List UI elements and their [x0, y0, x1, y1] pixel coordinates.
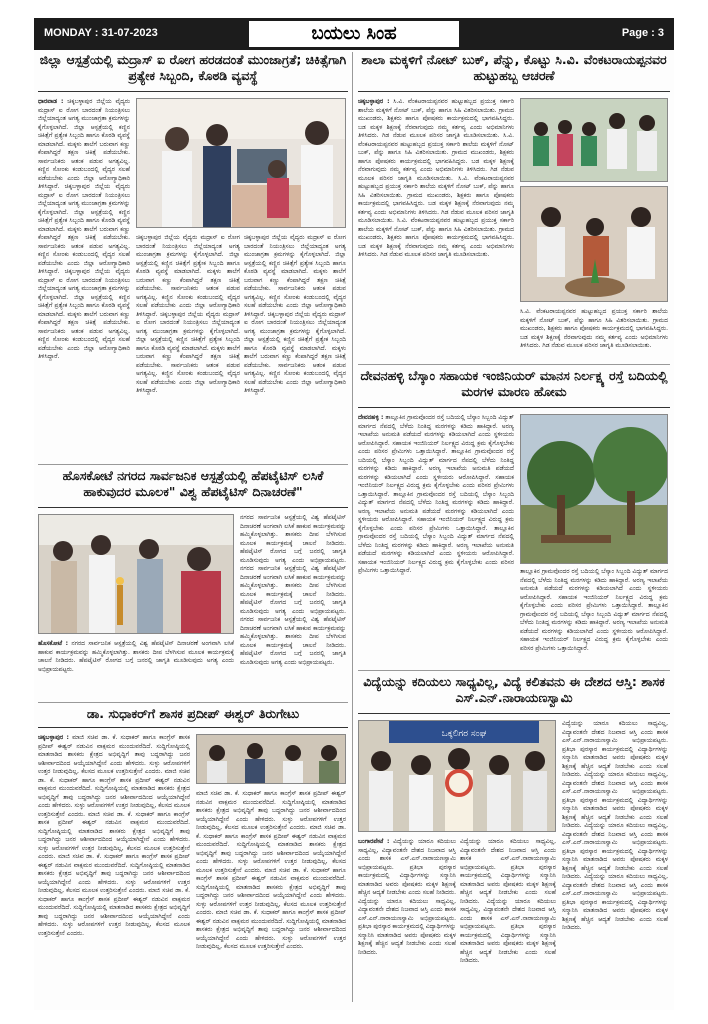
- article-body-2: [38, 640, 234, 696]
- article-text: ನಗರದ ಸಾರ್ವಜನಿಕ ಆಸ್ಪತ್ರೆಯಲ್ಲಿ ವಿಶ್ವ ಹೆಪಟೈಟಿಸ್ ದಿನಾಚರಣೆ ಅಂಗವಾಗಿ ಲಸಿಕೆ ಹಾಕುವ ಕಾರ್ಯಕ್ರಮವನ್ನು ಹಮ್ಮಿಕೊಳ್ಳಲಾಗಿತ್ತು. ಶಾಸಕರು ದೀಪ ಬೆಳಗಿಸುವ ಮೂಲಕ ಕಾರ್ಯಕ್ರಮಕ್ಕೆ ಚಾಲನೆ ನೀಡಿದರು. ಹೆಪಟೈಟಿಸ್ ರೋಗದ ಬಗ್ಗೆ ಜನರಲ್ಲಿ ಜಾಗೃತಿ ಮೂಡಿಸುವುದು ಅಗತ್ಯ ಎಂದು ಅಭಿಪ್ರಾಯಪಟ್ಟರು.: [240, 514, 346, 564]
- article-dateline: ದೇವನಹಳ್ಳಿ :: [358, 414, 384, 421]
- article-text-cont: ಮಾಜಿ ಸಚಿವ ಡಾ. ಕೆ. ಸುಧಾಕರ್ ಹಾಗೂ ಕಾಂಗ್ರೆಸ್ ಶಾಸಕ ಪ್ರದೀಪ್ ಈಶ್ವರ್ ನಡುವಿನ ವಾಕ್ಸಮರ ಮುಂದುವರೆದಿದೆ. ಸುದ್ದಿಗೋಷ್ಠಿಯಲ್ಲಿ ಮಾತನಾಡಿದ ಶಾಸಕರು ಕ್ಷೇತ್ರದ ಅಭಿವೃದ್ಧಿಗೆ ತಾವು ಬದ್ಧರಾಗಿದ್ದು ಜನರ ಆಶೀರ್ವಾದದಿಂದ ಆಯ್ಕೆಯಾಗಿದ್ದೇನೆ ಎಂದು ಹೇಳಿದರು. ಸುಳ್ಳು ಆರೋಪಗಳಿಗೆ ಉತ್ತರ ನೀಡುವುದಿಲ್ಲ, ಕೆಲಸದ ಮೂಲಕ ಉತ್ತರಿಸುತ್ತೇನೆ ಎಂದರು.: [196, 824, 346, 874]
- section-divider: [358, 364, 670, 365]
- article-text-cont: ಸಿ.ವಿ. ವೆಂಕಟರಾಯಪ್ಪನವರ ಹುಟ್ಟುಹಬ್ಬದ ಪ್ರಯುಕ್ತ ಸರ್ಕಾರಿ ಶಾಲೆಯ ಮಕ್ಕಳಿಗೆ ನೋಟ್ ಬುಕ್, ಪೆನ್ನು ಹಾಗೂ ಸಿಹಿ ವಿತರಿಸಲಾಯಿತು. ಗ್ರಾಮದ ಮುಖಂಡರು, ಶಿಕ್ಷಕರು ಹಾಗೂ ಪೋಷಕರು ಕಾರ್ಯಕ್ರಮದಲ್ಲಿ ಭಾಗವಹಿಸಿದ್ದರು. ಬಡ ಮಕ್ಕಳ ಶಿಕ್ಷಣಕ್ಕೆ ನೆರವಾಗುವುದು ನಮ್ಮ ಕರ್ತವ್ಯ ಎಂದು ಅಭಿಮಾನಿಗಳು ತಿಳಿಸಿದರು. ಗಿಡ ನೆಡುವ ಮೂಲಕ ಪರಿಸರ ಜಾಗೃತಿ ಮೂಡಿಸಲಾಯಿತು.: [358, 217, 514, 258]
- column-divider: [352, 52, 353, 1002]
- felicitation-image: [359, 721, 556, 832]
- newspaper-title: ಬಯಲು ಸಿಂಹ: [249, 21, 459, 47]
- article-madras-eye: [38, 52, 348, 462]
- article-text-cont: ಮಾಜಿ ಸಚಿವ ಡಾ. ಕೆ. ಸುಧಾಕರ್ ಹಾಗೂ ಕಾಂಗ್ರೆಸ್ ಶಾಸಕ ಪ್ರದೀಪ್ ಈಶ್ವರ್ ನಡುವಿನ ವಾಕ್ಸಮರ ಮುಂದುವರೆದಿದೆ. ಸುದ್ದಿಗೋಷ್ಠಿಯಲ್ಲಿ ಮಾತನಾಡಿದ ಶಾಸಕರು ಕ್ಷೇತ್ರದ ಅಭಿವೃದ್ಧಿಗೆ ತಾವು ಬದ್ಧರಾಗಿದ್ದು ಜನರ ಆಶೀರ್ವಾದದಿಂದ ಆಯ್ಕೆಯಾಗಿದ್ದೇನೆ ಎಂದು ಹೇಳಿದರು. ಸುಳ್ಳು ಆರೋಪಗಳಿಗೆ ಉತ್ತರ ನೀಡುವುದಿಲ್ಲ, ಕೆಲಸದ ಮೂಲಕ ಉತ್ತರಿಸುತ್ತೇನೆ ಎಂದರು.: [196, 909, 346, 950]
- article-venkataroyappa-birthday: [358, 52, 670, 362]
- press-meet-photo: [196, 734, 346, 784]
- article-headline: ಹೊಸಕೋಟೆ ನಗರದ ಸಾರ್ವಜನಿಕ ಆಸ್ಪತ್ರೆಯಲ್ಲಿ ಹೆಪಟೈಟಿಸ್ ಲಸಿಕೆ ಹಾಕುವುದರ ಮೂಲಕ" ವಿಶ್ವ ಹೆಪಟೈಟಿಸ್ ದಿನಾಚರಣೆ": [38, 468, 348, 508]
- article-text: ಮಾಜಿ ಸಚಿವ ಡಾ. ಕೆ. ಸುಧಾಕರ್ ಹಾಗೂ ಕಾಂಗ್ರೆಸ್ ಶಾಸಕ ಪ್ರದೀಪ್ ಈಶ್ವರ್ ನಡುವಿನ ವಾಕ್ಸಮರ ಮುಂದುವರೆದಿದೆ. ಸುದ್ದಿಗೋಷ್ಠಿಯಲ್ಲಿ ಮಾತನಾಡಿದ ಶಾಸಕರು ಕ್ಷೇತ್ರದ ಅಭಿವೃದ್ಧಿಗೆ ತಾವು ಬದ್ಧರಾಗಿದ್ದು ಜನರ ಆಶೀರ್ವಾದದಿಂದ ಆಯ್ಕೆಯಾಗಿದ್ದೇನೆ ಎಂದು ಹೇಳಿದರು. ಸುಳ್ಳು ಆರೋಪಗಳಿಗೆ ಉತ್ತರ ನೀಡುವುದಿಲ್ಲ, ಕೆಲಸದ ಮೂಲಕ ಉತ್ತರಿಸುತ್ತೇನೆ ಎಂದರು.: [196, 790, 346, 831]
- hepatitis-event-image: [39, 515, 234, 634]
- article-text-cont: ಸಿ.ವಿ. ವೆಂಕಟರಾಯಪ್ಪನವರ ಹುಟ್ಟುಹಬ್ಬದ ಪ್ರಯುಕ್ತ ಸರ್ಕಾರಿ ಶಾಲೆಯ ಮಕ್ಕಳಿಗೆ ನೋಟ್ ಬುಕ್, ಪೆನ್ನು ಹಾಗೂ ಸಿಹಿ ವಿತರಿಸಲಾಯಿತು. ಗ್ರಾಮದ ಮುಖಂಡರು, ಶಿಕ್ಷಕರು ಹಾಗೂ ಪೋಷಕರು ಕಾರ್ಯಕ್ರಮದಲ್ಲಿ ಭಾಗವಹಿಸಿದ್ದರು. ಬಡ ಮಕ್ಕಳ ಶಿಕ್ಷಣಕ್ಕೆ ನೆರವಾಗುವುದು ನಮ್ಮ ಕರ್ತವ್ಯ ಎಂದು ಅಭಿಮಾನಿಗಳು ತಿಳಿಸಿದರು. ಗಿಡ ನೆಡುವ ಮೂಲಕ ಪರಿಸರ ಜಾಗೃತಿ ಮೂಡಿಸಲಾಯಿತು.: [358, 174, 514, 224]
- article-text-cont: ತಾಲ್ಲೂಕಿನ ಗ್ರಾಮವೊಂದರ ರಸ್ತೆ ಬದಿಯಲ್ಲಿ ಬೆಸ್ಕಾಂ ಸಿಬ್ಬಂದಿ ವಿದ್ಯುತ್ ಮಾರ್ಗದ ನೆಪದಲ್ಲಿ ಬೆಳೆದು ನಿಂತಿದ್ದ ಮರಗಳನ್ನು ಕಡಿದು ಹಾಕಿದ್ದಾರೆ. ಅರಣ್ಯ ಇಲಾಖೆಯ ಅನುಮತಿ ಪಡೆಯದೆ ಮರಗಳನ್ನು ಕಡಿಯಲಾಗಿದೆ ಎಂದು ಸ್ಥಳೀಯರು ಆರೋಪಿಸಿದ್ದಾರೆ. ಸಹಾಯಕ ಇಂಜಿನಿಯರ್ ನಿರ್ಲಕ್ಷ್ಯದ ವಿರುದ್ಧ ಕ್ರಮ ಕೈಗೊಳ್ಳಬೇಕು ಎಂದು ಪರಿಸರ ಪ್ರೇಮಿಗಳು ಒತ್ತಾಯಿಸಿದ್ದಾರೆ.: [358, 524, 514, 574]
- hospital-photo: [136, 98, 346, 228]
- article-text: ವಿದ್ಯೆಯನ್ನು ಯಾರೂ ಕದಿಯಲು ಸಾಧ್ಯವಿಲ್ಲ, ವಿದ್ಯಾವಂತನೇ ದೇಶದ ನಿಜವಾದ ಆಸ್ತಿ ಎಂದು ಶಾಸಕ ಎಸ್.ಎನ್.ನಾರಾಯಣಸ್ವಾಮಿ ಅಭಿಪ್ರಾಯಪಟ್ಟರು. ಪ್ರತಿಭಾ ಪುರಸ್ಕಾರ ಕಾರ್ಯಕ್ರಮದಲ್ಲಿ ವಿದ್ಯಾರ್ಥಿಗಳನ್ನು ಸನ್ಮಾನಿಸಿ ಮಾತನಾಡಿದ ಅವರು ಪೋಷಕರು ಮಕ್ಕಳ ಶಿಕ್ಷಣಕ್ಕೆ ಹೆಚ್ಚಿನ ಆದ್ಯತೆ ನೀಡಬೇಕು ಎಂದು ಸಲಹೆ ನೀಡಿದರು.: [562, 720, 668, 778]
- banner-text: ಒಕ್ಕಲಿಗರ ಸಂಘ: [441, 729, 487, 739]
- article-text-cont: ವಿದ್ಯೆಯನ್ನು ಯಾರೂ ಕದಿಯಲು ಸಾಧ್ಯವಿಲ್ಲ, ವಿದ್ಯಾವಂತನೇ ದೇಶದ ನಿಜವಾದ ಆಸ್ತಿ ಎಂದು ಶಾಸಕ ಎಸ್.ಎನ್.ನಾರಾಯಣಸ್ವಾಮಿ ಅಭಿಪ್ರಾಯಪಟ್ಟರು. ಪ್ರತಿಭಾ ಪುರಸ್ಕಾರ ಕಾರ್ಯಕ್ರಮದಲ್ಲಿ ವಿದ್ಯಾರ್ಥಿಗಳನ್ನು ಸನ್ಮಾನಿಸಿ ಮಾತನಾಡಿದ ಅವರು ಪೋಷಕರು ಮಕ್ಕಳ ಶಿಕ್ಷಣಕ್ಕೆ ಹೆಚ್ಚಿನ ಆದ್ಯತೆ ನೀಡಬೇಕು ಎಂದು ಸಲಹೆ ನೀಡಿದರು.: [358, 897, 456, 956]
- cut-trees-image: [521, 415, 668, 564]
- article-body-3: [562, 720, 668, 998]
- article-body: [38, 98, 130, 458]
- article-text: ವಿದ್ಯೆಯನ್ನು ಯಾರೂ ಕದಿಯಲು ಸಾಧ್ಯವಿಲ್ಲ, ವಿದ್ಯಾವಂತನೇ ದೇಶದ ನಿಜವಾದ ಆಸ್ತಿ ಎಂದು ಶಾಸಕ ಎಸ್.ಎನ್.ನಾರಾಯಣಸ್ವಾಮಿ ಅಭಿಪ್ರಾಯಪಟ್ಟರು. ಪ್ರತಿಭಾ ಪುರಸ್ಕಾರ ಕಾರ್ಯಕ್ರಮದಲ್ಲಿ ವಿದ್ಯಾರ್ಥಿಗಳನ್ನು ಸನ್ಮಾನಿಸಿ ಮಾತನಾಡಿದ ಅವರು ಪೋಷಕರು ಮಕ್ಕಳ ಶಿಕ್ಷಣಕ್ಕೆ ಹೆಚ್ಚಿನ ಆದ್ಯತೆ ನೀಡಬೇಕು ಎಂದು ಸಲಹೆ ನೀಡಿದರು.: [460, 838, 556, 905]
- article-text-cont: ವಿದ್ಯೆಯನ್ನು ಯಾರೂ ಕದಿಯಲು ಸಾಧ್ಯವಿಲ್ಲ, ವಿದ್ಯಾವಂತನೇ ದೇಶದ ನಿಜವಾದ ಆಸ್ತಿ ಎಂದು ಶಾಸಕ ಎಸ್.ಎನ್.ನಾರಾಯಣಸ್ವಾಮಿ ಅಭಿಪ್ರಾಯಪಟ್ಟರು. ಪ್ರತಿಭಾ ಪುರಸ್ಕಾರ ಕಾರ್ಯಕ್ರಮದಲ್ಲಿ ವಿದ್ಯಾರ್ಥಿಗಳನ್ನು ಸನ್ಮಾನಿಸಿ ಮಾತನಾಡಿದ ಅವರು ಪೋಷಕರು ಮಕ್ಕಳ ಶಿಕ್ಷಣಕ್ಕೆ ಹೆಚ್ಚಿನ ಆದ್ಯತೆ ನೀಡಬೇಕು ಎಂದು ಸಲಹೆ ನೀಡಿದರು.: [562, 873, 668, 931]
- article-text-cont: ಚಿಕ್ಕಬಳ್ಳಾಪುರ ಜಿಲ್ಲೆಯ ವೈದ್ಯರು ಮದ್ರಾಸ್ ಐ ರೋಗ ಬಾರದಂತೆ ನಿಯಂತ್ರಿಸಲು ಜಿಲ್ಲೆಯಾದ್ಯಂತ ಅಗತ್ಯ ಮುಂಜಾಗ್ರತಾ ಕ್ರಮಗಳನ್ನು ಕೈಗೊಳ್ಳಲಾಗಿದೆ. ಜಿಲ್ಲಾ ಆಸ್ಪತ್ರೆಯಲ್ಲಿ ಕಣ್ಣಿನ ಚಿಕಿತ್ಸೆಗೆ ಪ್ರತ್ಯೇಕ ಸಿಬ್ಬಂದಿ ಹಾಗೂ ಕೊಠಡಿ ವ್ಯವಸ್ಥೆ ಮಾಡಲಾಗಿದೆ. ಮಕ್ಕಳು ಶಾಲೆಗೆ ಬರುವಾಗ ಕಣ್ಣು ಕೆಂಪಾಗಿದ್ದರೆ ತಕ್ಷಣ ಚಿಕಿತ್ಸೆ ಪಡೆಯಬೇಕು. ಸಾರ್ವಜನಿಕರು ಆತಂಕ ಪಡುವ ಅಗತ್ಯವಿಲ್ಲ. ಕಣ್ಣಿನ ಸೋಂಕು ಕಂಡುಬಂದಲ್ಲಿ ವೈದ್ಯರ ಸಲಹೆ ಪಡೆಯಬೇಕು ಎಂದು ಜಿಲ್ಲಾ ಆರೋಗ್ಯಾಧಿಕಾರಿ ತಿಳಿಸಿದ್ದಾರೆ.: [136, 310, 240, 394]
- section-divider: [38, 702, 348, 703]
- article-text: ನಗರದ ಸಾರ್ವಜನಿಕ ಆಸ್ಪತ್ರೆಯಲ್ಲಿ ವಿಶ್ವ ಹೆಪಟೈಟಿಸ್ ದಿನಾಚರಣೆ ಅಂಗವಾಗಿ ಲಸಿಕೆ ಹಾಕುವ ಕಾರ್ಯಕ್ರಮವನ್ನು ಹಮ್ಮಿಕೊಳ್ಳಲಾಗಿತ್ತು. ಶಾಸಕರು ದೀಪ ಬೆಳಗಿಸುವ ಮೂಲಕ ಕಾರ್ಯಕ್ರಮಕ್ಕೆ ಚಾಲನೆ ನೀಡಿದರು. ಹೆಪಟೈಟಿಸ್ ರೋಗದ ಬಗ್ಗೆ ಜನರಲ್ಲಿ ಜಾಗೃತಿ ಮೂಡಿಸುವುದು ಅಗತ್ಯ ಎಂದು ಅಭಿಪ್ರಾಯಪಟ್ಟರು.: [38, 640, 234, 673]
- article-text-cont: ಮಾಜಿ ಸಚಿವ ಡಾ. ಕೆ. ಸುಧಾಕರ್ ಹಾಗೂ ಕಾಂಗ್ರೆಸ್ ಶಾಸಕ ಪ್ರದೀಪ್ ಈಶ್ವರ್ ನಡುವಿನ ವಾಕ್ಸಮರ ಮುಂದುವರೆದಿದೆ. ಸುದ್ದಿಗೋಷ್ಠಿಯಲ್ಲಿ ಮಾತನಾಡಿದ ಶಾಸಕರು ಕ್ಷೇತ್ರದ ಅಭಿವೃದ್ಧಿಗೆ ತಾವು ಬದ್ಧರಾಗಿದ್ದು ಜನರ ಆಶೀರ್ವಾದದಿಂದ ಆಯ್ಕೆಯಾಗಿದ್ದೇನೆ ಎಂದು ಹೇಳಿದರು. ಸುಳ್ಳು ಆರೋಪಗಳಿಗೆ ಉತ್ತರ ನೀಡುವುದಿಲ್ಲ, ಕೆಲಸದ ಮೂಲಕ ಉತ್ತರಿಸುತ್ತೇನೆ ಎಂದರು.: [38, 810, 190, 860]
- tree-planting-photo: [520, 186, 668, 302]
- article-text-cont: ತಾಲ್ಲೂಕಿನ ಗ್ರಾಮವೊಂದರ ರಸ್ತೆ ಬದಿಯಲ್ಲಿ ಬೆಸ್ಕಾಂ ಸಿಬ್ಬಂದಿ ವಿದ್ಯುತ್ ಮಾರ್ಗದ ನೆಪದಲ್ಲಿ ಬೆಳೆದು ನಿಂತಿದ್ದ ಮರಗಳನ್ನು ಕಡಿದು ಹಾಕಿದ್ದಾರೆ. ಅರಣ್ಯ ಇಲಾಖೆಯ ಅನುಮತಿ ಪಡೆಯದೆ ಮರಗಳನ್ನು ಕಡಿಯಲಾಗಿದೆ ಎಂದು ಸ್ಥಳೀಯರು ಆರೋಪಿಸಿದ್ದಾರೆ. ಸಹಾಯಕ ಇಂಜಿನಿಯರ್ ನಿರ್ಲಕ್ಷ್ಯದ ವಿರುದ್ಧ ಕ್ರಮ ಕೈಗೊಳ್ಳಬೇಕು ಎಂದು ಪರಿಸರ ಪ್ರೇಮಿಗಳು ಒತ್ತಾಯಿಸಿದ್ದಾರೆ.: [358, 490, 514, 532]
- section-divider: [38, 464, 348, 465]
- article-text: ಚಿಕ್ಕಬಳ್ಳಾಪುರ ಜಿಲ್ಲೆಯ ವೈದ್ಯರು ಮದ್ರಾಸ್ ಐ ರೋಗ ಬಾರದಂತೆ ನಿಯಂತ್ರಿಸಲು ಜಿಲ್ಲೆಯಾದ್ಯಂತ ಅಗತ್ಯ ಮುಂಜಾಗ್ರತಾ ಕ್ರಮಗಳನ್ನು ಕೈಗೊಳ್ಳಲಾಗಿದೆ. ಜಿಲ್ಲಾ ಆಸ್ಪತ್ರೆಯಲ್ಲಿ ಕಣ್ಣಿನ ಚಿಕಿತ್ಸೆಗೆ ಪ್ರತ್ಯೇಕ ಸಿಬ್ಬಂದಿ ಹಾಗೂ ಕೊಠಡಿ ವ್ಯವಸ್ಥೆ ಮಾಡಲಾಗಿದೆ. ಮಕ್ಕಳು ಶಾಲೆಗೆ ಬರುವಾಗ ಕಣ್ಣು ಕೆಂಪಾಗಿದ್ದರೆ ತಕ್ಷಣ ಚಿಕಿತ್ಸೆ ಪಡೆಯಬೇಕು. ಸಾರ್ವಜನಿಕರು ಆತಂಕ ಪಡುವ ಅಗತ್ಯವಿಲ್ಲ. ಕಣ್ಣಿನ ಸೋಂಕು ಕಂಡುಬಂದಲ್ಲಿ ವೈದ್ಯರ ಸಲಹೆ ಪಡೆಯಬೇಕು ಎಂದು ಜಿಲ್ಲಾ ಆರೋಗ್ಯಾಧಿಕಾರಿ ತಿಳಿಸಿದ್ದಾರೆ.: [38, 98, 130, 190]
- article-body: [38, 734, 190, 1004]
- left-column: [38, 52, 348, 1002]
- hospital-photo-image: [137, 99, 346, 228]
- article-text-cont: ಮಾಜಿ ಸಚಿವ ಡಾ. ಕೆ. ಸುಧಾಕರ್ ಹಾಗೂ ಕಾಂಗ್ರೆಸ್ ಶಾಸಕ ಪ್ರದೀಪ್ ಈಶ್ವರ್ ನಡುವಿನ ವಾಕ್ಸಮರ ಮುಂದುವರೆದಿದೆ. ಸುದ್ದಿಗೋಷ್ಠಿಯಲ್ಲಿ ಮಾತನಾಡಿದ ಶಾಸಕರು ಕ್ಷೇತ್ರದ ಅಭಿವೃದ್ಧಿಗೆ ತಾವು ಬದ್ಧರಾಗಿದ್ದು ಜನರ ಆಶೀರ್ವಾದದಿಂದ ಆಯ್ಕೆಯಾಗಿದ್ದೇನೆ ಎಂದು ಹೇಳಿದರು. ಸುಳ್ಳು ಆರೋಪಗಳಿಗೆ ಉತ್ತರ ನೀಡುವುದಿಲ್ಲ, ಕೆಲಸದ ಮೂಲಕ ಉತ್ತರಿಸುತ್ತೇನೆ ಎಂದರು.: [196, 866, 346, 916]
- article-headline: ದೇವನಹಳ್ಳಿ ಬೆಸ್ಕಾಂ ಸಹಾಯಕ ಇಂಜಿನಿಯರ್ ಮಾನಸ ನಿರ್ಲಕ್ಷ್ಯ ರಸ್ತೆ ಬದಿಯಲ್ಲಿ ಮರಗಳ ಮಾರಣ ಹೋಮ: [358, 368, 670, 408]
- article-body-2: [460, 838, 556, 998]
- article-text: ತಾಲ್ಲೂಕಿನ ಗ್ರಾಮವೊಂದರ ರಸ್ತೆ ಬದಿಯಲ್ಲಿ ಬೆಸ್ಕಾಂ ಸಿಬ್ಬಂದಿ ವಿದ್ಯುತ್ ಮಾರ್ಗದ ನೆಪದಲ್ಲಿ ಬೆಳೆದು ನಿಂತಿದ್ದ ಮರಗಳನ್ನು ಕಡಿದು ಹಾಕಿದ್ದಾರೆ. ಅರಣ್ಯ ಇಲಾಖೆಯ ಅನುಮತಿ ಪಡೆಯದೆ ಮರಗಳನ್ನು ಕಡಿಯಲಾಗಿದೆ ಎಂದು ಸ್ಥಳೀಯರು ಆರೋಪಿಸಿದ್ದಾರೆ. ಸಹಾಯಕ ಇಂಜಿನಿಯರ್ ನಿರ್ಲಕ್ಷ್ಯದ ವಿರುದ್ಧ ಕ್ರಮ ಕೈಗೊಳ್ಳಬೇಕು ಎಂದು ಪರಿಸರ ಪ್ರೇಮಿಗಳು ಒತ್ತಾಯಿಸಿದ್ದಾರೆ.: [520, 568, 668, 609]
- issue-date: MONDAY : 31-07-2023: [44, 27, 158, 39]
- article-text: ತಾಲ್ಲೂಕಿನ ಗ್ರಾಮವೊಂದರ ರಸ್ತೆ ಬದಿಯಲ್ಲಿ ಬೆಸ್ಕಾಂ ಸಿಬ್ಬಂದಿ ವಿದ್ಯುತ್ ಮಾರ್ಗದ ನೆಪದಲ್ಲಿ ಬೆಳೆದು ನಿಂತಿದ್ದ ಮರಗಳನ್ನು ಕಡಿದು ಹಾಕಿದ್ದಾರೆ. ಅರಣ್ಯ ಇಲಾಖೆಯ ಅನುಮತಿ ಪಡೆಯದೆ ಮರಗಳನ್ನು ಕಡಿಯಲಾಗಿದೆ ಎಂದು ಸ್ಥಳೀಯರು ಆರೋಪಿಸಿದ್ದಾರೆ. ಸಹಾಯಕ ಇಂಜಿನಿಯರ್ ನಿರ್ಲಕ್ಷ್ಯದ ವಿರುದ್ಧ ಕ್ರಮ ಕೈಗೊಳ್ಳಬೇಕು ಎಂದು ಪರಿಸರ ಪ್ರೇಮಿಗಳು ಒತ್ತಾಯಿಸಿದ್ದಾರೆ.: [358, 414, 514, 455]
- article-text-cont: ವಿದ್ಯೆಯನ್ನು ಯಾರೂ ಕದಿಯಲು ಸಾಧ್ಯವಿಲ್ಲ, ವಿದ್ಯಾವಂತನೇ ದೇಶದ ನಿಜವಾದ ಆಸ್ತಿ ಎಂದು ಶಾಸಕ ಎಸ್.ಎನ್.ನಾರಾಯಣಸ್ವಾಮಿ ಅಭಿಪ್ರಾಯಪಟ್ಟರು. ಪ್ರತಿಭಾ ಪುರಸ್ಕಾರ ಕಾರ್ಯಕ್ರಮದಲ್ಲಿ ವಿದ್ಯಾರ್ಥಿಗಳನ್ನು ಸನ್ಮಾನಿಸಿ ಮಾತನಾಡಿದ ಅವರು ಪೋಷಕರು ಮಕ್ಕಳ ಶಿಕ್ಷಣಕ್ಕೆ ಹೆಚ್ಚಿನ ಆದ್ಯತೆ ನೀಡಬೇಕು ಎಂದು ಸಲಹೆ ನೀಡಿದರು.: [562, 822, 668, 880]
- article-body: [358, 414, 514, 664]
- article-body: [358, 98, 514, 358]
- article-sudhakar-reply: [38, 706, 348, 1006]
- school-children-image: [521, 99, 668, 182]
- article-dateline: ಧಾರವಾಡ :: [38, 98, 64, 105]
- article-body-2: [520, 308, 668, 358]
- article-text-cont: ಚಿಕ್ಕಬಳ್ಳಾಪುರ ಜಿಲ್ಲೆಯ ವೈದ್ಯರು ಮದ್ರಾಸ್ ಐ ರೋಗ ಬಾರದಂತೆ ನಿಯಂತ್ರಿಸಲು ಜಿಲ್ಲೆಯಾದ್ಯಂತ ಅಗತ್ಯ ಮುಂಜಾಗ್ರತಾ ಕ್ರಮಗಳನ್ನು ಕೈಗೊಳ್ಳಲಾಗಿದೆ. ಜಿಲ್ಲಾ ಆಸ್ಪತ್ರೆಯಲ್ಲಿ ಕಣ್ಣಿನ ಚಿಕಿತ್ಸೆಗೆ ಪ್ರತ್ಯೇಕ ಸಿಬ್ಬಂದಿ ಹಾಗೂ ಕೊಠಡಿ ವ್ಯವಸ್ಥೆ ಮಾಡಲಾಗಿದೆ. ಮಕ್ಕಳು ಶಾಲೆಗೆ ಬರುವಾಗ ಕಣ್ಣು ಕೆಂಪಾಗಿದ್ದರೆ ತಕ್ಷಣ ಚಿಕಿತ್ಸೆ ಪಡೆಯಬೇಕು. ಸಾರ್ವಜನಿಕರು ಆತಂಕ ಪಡುವ ಅಗತ್ಯವಿಲ್ಲ. ಕಣ್ಣಿನ ಸೋಂಕು ಕಂಡುಬಂದಲ್ಲಿ ವೈದ್ಯರ ಸಲಹೆ ಪಡೆಯಬೇಕು ಎಂದು ಜಿಲ್ಲಾ ಆರೋಗ್ಯಾಧಿಕಾರಿ ತಿಳಿಸಿದ್ದಾರೆ.: [38, 183, 130, 275]
- hepatitis-event-photo: [38, 514, 234, 634]
- article-text-cont: ಚಿಕ್ಕಬಳ್ಳಾಪುರ ಜಿಲ್ಲೆಯ ವೈದ್ಯರು ಮದ್ರಾಸ್ ಐ ರೋಗ ಬಾರದಂತೆ ನಿಯಂತ್ರಿಸಲು ಜಿಲ್ಲೆಯಾದ್ಯಂತ ಅಗತ್ಯ ಮುಂಜಾಗ್ರತಾ ಕ್ರಮಗಳನ್ನು ಕೈಗೊಳ್ಳಲಾಗಿದೆ. ಜಿಲ್ಲಾ ಆಸ್ಪತ್ರೆಯಲ್ಲಿ ಕಣ್ಣಿನ ಚಿಕಿತ್ಸೆಗೆ ಪ್ರತ್ಯೇಕ ಸಿಬ್ಬಂದಿ ಹಾಗೂ ಕೊಠಡಿ ವ್ಯವಸ್ಥೆ ಮಾಡಲಾಗಿದೆ. ಮಕ್ಕಳು ಶಾಲೆಗೆ ಬರುವಾಗ ಕಣ್ಣು ಕೆಂಪಾಗಿದ್ದರೆ ತಕ್ಷಣ ಚಿಕಿತ್ಸೆ ಪಡೆಯಬೇಕು. ಸಾರ್ವಜನಿಕರು ಆತಂಕ ಪಡುವ ಅಗತ್ಯವಿಲ್ಲ. ಕಣ್ಣಿನ ಸೋಂಕು ಕಂಡುಬಂದಲ್ಲಿ ವೈದ್ಯರ ಸಲಹೆ ಪಡೆಯಬೇಕು ಎಂದು ಜಿಲ್ಲಾ ಆರೋಗ್ಯಾಧಿಕಾರಿ ತಿಳಿಸಿದ್ದಾರೆ.: [244, 310, 346, 394]
- article-text-cont: ನಗರದ ಸಾರ್ವಜನಿಕ ಆಸ್ಪತ್ರೆಯಲ್ಲಿ ವಿಶ್ವ ಹೆಪಟೈಟಿಸ್ ದಿನಾಚರಣೆ ಅಂಗವಾಗಿ ಲಸಿಕೆ ಹಾಕುವ ಕಾರ್ಯಕ್ರಮವನ್ನು ಹಮ್ಮಿಕೊಳ್ಳಲಾಗಿತ್ತು. ಶಾಸಕರು ದೀಪ ಬೆಳಗಿಸುವ ಮೂಲಕ ಕಾರ್ಯಕ್ರಮಕ್ಕೆ ಚಾಲನೆ ನೀಡಿದರು. ಹೆಪಟೈಟಿಸ್ ರೋಗದ ಬಗ್ಗೆ ಜನರಲ್ಲಿ ಜಾಗೃತಿ ಮೂಡಿಸುವುದು ಅಗತ್ಯ ಎಂದು ಅಭಿಪ್ರಾಯಪಟ್ಟರು.: [240, 616, 346, 666]
- article-text: ಸಿ.ವಿ. ವೆಂಕಟರಾಯಪ್ಪನವರ ಹುಟ್ಟುಹಬ್ಬದ ಪ್ರಯುಕ್ತ ಸರ್ಕಾರಿ ಶಾಲೆಯ ಮಕ್ಕಳಿಗೆ ನೋಟ್ ಬುಕ್, ಪೆನ್ನು ಹಾಗೂ ಸಿಹಿ ವಿತರಿಸಲಾಯಿತು. ಗ್ರಾಮದ ಮುಖಂಡರು, ಶಿಕ್ಷಕರು ಹಾಗೂ ಪೋಷಕರು ಕಾರ್ಯಕ್ರಮದಲ್ಲಿ ಭಾಗವಹಿಸಿದ್ದರು. ಬಡ ಮಕ್ಕಳ ಶಿಕ್ಷಣಕ್ಕೆ ನೆರವಾಗುವುದು ನಮ್ಮ ಕರ್ತವ್ಯ ಎಂದು ಅಭಿಮಾನಿಗಳು ತಿಳಿಸಿದರು. ಗಿಡ ನೆಡುವ ಮೂಲಕ ಪರಿಸರ ಜಾಗೃತಿ ಮೂಡಿಸಲಾಯಿತು.: [520, 308, 668, 349]
- article-text: ಸಿ.ವಿ. ವೆಂಕಟರಾಯಪ್ಪನವರ ಹುಟ್ಟುಹಬ್ಬದ ಪ್ರಯುಕ್ತ ಸರ್ಕಾರಿ ಶಾಲೆಯ ಮಕ್ಕಳಿಗೆ ನೋಟ್ ಬುಕ್, ಪೆನ್ನು ಹಾಗೂ ಸಿಹಿ ವಿತರಿಸಲಾಯಿತು. ಗ್ರಾಮದ ಮುಖಂಡರು, ಶಿಕ್ಷಕರು ಹಾಗೂ ಪೋಷಕರು ಕಾರ್ಯಕ್ರಮದಲ್ಲಿ ಭಾಗವಹಿಸಿದ್ದರು. ಬಡ ಮಕ್ಕಳ ಶಿಕ್ಷಣಕ್ಕೆ ನೆರವಾಗುವುದು ನಮ್ಮ ಕರ್ತವ್ಯ ಎಂದು ಅಭಿಮಾನಿಗಳು ತಿಳಿಸಿದರು. ಗಿಡ ನೆಡುವ ಮೂಲಕ ಪರಿಸರ ಜಾಗೃತಿ ಮೂಡಿಸಲಾಯಿತು.: [358, 98, 514, 139]
- tree-planting-image: [521, 187, 668, 302]
- article-headline: ಜಿಲ್ಲಾ ಆಸ್ಪತ್ರೆಯಲ್ಲಿ ಮದ್ರಾಸ್ ಐ ರೋಗ ಹರಡದಂತೆ ಮುಂಜಾಗ್ರತೆ; ಚಿಕಿತ್ಸೆಗಾಗಿ ಪ್ರತ್ಯೇಕ ಸಿಬ್ಬಂದಿ, ಕೊಠಡಿ ವ್ಯವಸ್ಥೆ: [38, 52, 348, 92]
- section-divider: [358, 670, 670, 671]
- article-text-cont: ವಿದ್ಯೆಯನ್ನು ಯಾರೂ ಕದಿಯಲು ಸಾಧ್ಯವಿಲ್ಲ, ವಿದ್ಯಾವಂತನೇ ದೇಶದ ನಿಜವಾದ ಆಸ್ತಿ ಎಂದು ಶಾಸಕ ಎಸ್.ಎನ್.ನಾರಾಯಣಸ್ವಾಮಿ ಅಭಿಪ್ರಾಯಪಟ್ಟರು. ಪ್ರತಿಭಾ ಪುರಸ್ಕಾರ ಕಾರ್ಯಕ್ರಮದಲ್ಲಿ ವಿದ್ಯಾರ್ಥಿಗಳನ್ನು ಸನ್ಮಾನಿಸಿ ಮಾತನಾಡಿದ ಅವರು ಪೋಷಕರು ಮಕ್ಕಳ ಶಿಕ್ಷಣಕ್ಕೆ ಹೆಚ್ಚಿನ ಆದ್ಯತೆ ನೀಡಬೇಕು ಎಂದು ಸಲಹೆ ನೀಡಿದರು.: [562, 771, 668, 829]
- article-text-cont: ಸಿ.ವಿ. ವೆಂಕಟರಾಯಪ್ಪನವರ ಹುಟ್ಟುಹಬ್ಬದ ಪ್ರಯುಕ್ತ ಸರ್ಕಾರಿ ಶಾಲೆಯ ಮಕ್ಕಳಿಗೆ ನೋಟ್ ಬುಕ್, ಪೆನ್ನು ಹಾಗೂ ಸಿಹಿ ವಿತರಿಸಲಾಯಿತು. ಗ್ರಾಮದ ಮುಖಂಡರು, ಶಿಕ್ಷಕರು ಹಾಗೂ ಪೋಷಕರು ಕಾರ್ಯಕ್ರಮದಲ್ಲಿ ಭಾಗವಹಿಸಿದ್ದರು. ಬಡ ಮಕ್ಕಳ ಶಿಕ್ಷಣಕ್ಕೆ ನೆರವಾಗುವುದು ನಮ್ಮ ಕರ್ತವ್ಯ ಎಂದು ಅಭಿಮಾನಿಗಳು ತಿಳಿಸಿದರು. ಗಿಡ ನೆಡುವ ಮೂಲಕ ಪರಿಸರ ಜಾಗೃತಿ ಮೂಡಿಸಲಾಯಿತು.: [358, 132, 514, 182]
- article-text-cont: ಮಾಜಿ ಸಚಿವ ಡಾ. ಕೆ. ಸುಧಾಕರ್ ಹಾಗೂ ಕಾಂಗ್ರೆಸ್ ಶಾಸಕ ಪ್ರದೀಪ್ ಈಶ್ವರ್ ನಡುವಿನ ವಾಕ್ಸಮರ ಮುಂದುವರೆದಿದೆ. ಸುದ್ದಿಗೋಷ್ಠಿಯಲ್ಲಿ ಮಾತನಾಡಿದ ಶಾಸಕರು ಕ್ಷೇತ್ರದ ಅಭಿವೃದ್ಧಿಗೆ ತಾವು ಬದ್ಧರಾಗಿದ್ದು ಜನರ ಆಶೀರ್ವಾದದಿಂದ ಆಯ್ಕೆಯಾಗಿದ್ದೇನೆ ಎಂದು ಹೇಳಿದರು. ಸುಳ್ಳು ಆರೋಪಗಳಿಗೆ ಉತ್ತರ ನೀಡುವುದಿಲ್ಲ, ಕೆಲಸದ ಮೂಲಕ ಉತ್ತರಿಸುತ್ತೇನೆ ಎಂದರು.: [38, 853, 190, 894]
- article-text-cont: ವಿದ್ಯೆಯನ್ನು ಯಾರೂ ಕದಿಯಲು ಸಾಧ್ಯವಿಲ್ಲ, ವಿದ್ಯಾವಂತನೇ ದೇಶದ ನಿಜವಾದ ಆಸ್ತಿ ಎಂದು ಶಾಸಕ ಎಸ್.ಎನ್.ನಾರಾಯಣಸ್ವಾಮಿ ಅಭಿಪ್ರಾಯಪಟ್ಟರು. ಪ್ರತಿಭಾ ಪುರಸ್ಕಾರ ಕಾರ್ಯಕ್ರಮದಲ್ಲಿ ವಿದ್ಯಾರ್ಥಿಗಳನ್ನು ಸನ್ಮಾನಿಸಿ ಮಾತನಾಡಿದ ಅವರು ಪೋಷಕರು ಮಕ್ಕಳ ಶಿಕ್ಷಣಕ್ಕೆ ಹೆಚ್ಚಿನ ಆದ್ಯತೆ ನೀಡಬೇಕು ಎಂದು ಸಲಹೆ ನೀಡಿದರು.: [460, 897, 556, 964]
- article-bescom-trees: [358, 368, 670, 668]
- article-dateline: ಬಂಗಾರಪೇಟೆ :: [358, 838, 390, 845]
- article-text: ವಿದ್ಯೆಯನ್ನು ಯಾರೂ ಕದಿಯಲು ಸಾಧ್ಯವಿಲ್ಲ, ವಿದ್ಯಾವಂತನೇ ದೇಶದ ನಿಜವಾದ ಆಸ್ತಿ ಎಂದು ಶಾಸಕ ಎಸ್.ಎನ್.ನಾರಾಯಣಸ್ವಾಮಿ ಅಭಿಪ್ರಾಯಪಟ್ಟರು. ಪ್ರತಿಭಾ ಪುರಸ್ಕಾರ ಕಾರ್ಯಕ್ರಮದಲ್ಲಿ ವಿದ್ಯಾರ್ಥಿಗಳನ್ನು ಸನ್ಮಾನಿಸಿ ಮಾತನಾಡಿದ ಅವರು ಪೋಷಕರು ಮಕ್ಕಳ ಶಿಕ್ಷಣಕ್ಕೆ ಹೆಚ್ಚಿನ ಆದ್ಯತೆ ನೀಡಬೇಕು ಎಂದು ಸಲಹೆ ನೀಡಿದರು.: [358, 838, 456, 896]
- article-hepatitis-day: [38, 468, 348, 700]
- article-dateline: ಚಿಕ್ಕಬಳ್ಳಾಪುರ :: [358, 98, 390, 105]
- article-education-mla: [358, 674, 670, 1004]
- school-children-photo: [520, 98, 668, 182]
- article-body-2: [520, 568, 668, 664]
- article-text-cont: ಮಾಜಿ ಸಚಿವ ಡಾ. ಕೆ. ಸುಧಾಕರ್ ಹಾಗೂ ಕಾಂಗ್ರೆಸ್ ಶಾಸಕ ಪ್ರದೀಪ್ ಈಶ್ವರ್ ನಡುವಿನ ವಾಕ್ಸಮರ ಮುಂದುವರೆದಿದೆ. ಸುದ್ದಿಗೋಷ್ಠಿಯಲ್ಲಿ ಮಾತನಾಡಿದ ಶಾಸಕರು ಕ್ಷೇತ್ರದ ಅಭಿವೃದ್ಧಿಗೆ ತಾವು ಬದ್ಧರಾಗಿದ್ದು ಜನರ ಆಶೀರ್ವಾದದಿಂದ ಆಯ್ಕೆಯಾಗಿದ್ದೇನೆ ಎಂದು ಹೇಳಿದರು. ಸುಳ್ಳು ಆರೋಪಗಳಿಗೆ ಉತ್ತರ ನೀಡುವುದಿಲ್ಲ, ಕೆಲಸದ ಮೂಲಕ ಉತ್ತರಿಸುತ್ತೇನೆ ಎಂದರು.: [38, 887, 190, 937]
- right-column: [358, 52, 670, 1002]
- article-dateline: ಚಿಕ್ಕಬಳ್ಳಾಪುರ :: [38, 734, 69, 741]
- masthead: [34, 18, 674, 50]
- article-headline: ಶಾಲಾ ಮಕ್ಕಳಿಗೆ ನೋಟ್ ಬುಕ್, ಪೆನ್ನು, ಕೊಟ್ಟು ಸಿ.ವಿ. ವೆಂಕಟರಾಯಪ್ಪನವರ ಹುಟ್ಟುಹಬ್ಬ ಆಚರಣೆ: [358, 52, 670, 92]
- article-body-2: [196, 790, 346, 1004]
- press-meet-image: [197, 735, 346, 784]
- article-text-cont: ಮಾಜಿ ಸಚಿವ ಡಾ. ಕೆ. ಸುಧಾಕರ್ ಹಾಗೂ ಕಾಂಗ್ರೆಸ್ ಶಾಸಕ ಪ್ರದೀಪ್ ಈಶ್ವರ್ ನಡುವಿನ ವಾಕ್ಸಮರ ಮುಂದುವರೆದಿದೆ. ಸುದ್ದಿಗೋಷ್ಠಿಯಲ್ಲಿ ಮಾತನಾಡಿದ ಶಾಸಕರು ಕ್ಷೇತ್ರದ ಅಭಿವೃದ್ಧಿಗೆ ತಾವು ಬದ್ಧರಾಗಿದ್ದು ಜನರ ಆಶೀರ್ವಾದದಿಂದ ಆಯ್ಕೆಯಾಗಿದ್ದೇನೆ ಎಂದು ಹೇಳಿದರು. ಸುಳ್ಳು ಆರೋಪಗಳಿಗೆ ಉತ್ತರ ನೀಡುವುದಿಲ್ಲ, ಕೆಲಸದ ಮೂಲಕ ಉತ್ತರಿಸುತ್ತೇನೆ ಎಂದರು.: [38, 768, 190, 818]
- article-text: ಚಿಕ್ಕಬಳ್ಳಾಪುರ ಜಿಲ್ಲೆಯ ವೈದ್ಯರು ಮದ್ರಾಸ್ ಐ ರೋಗ ಬಾರದಂತೆ ನಿಯಂತ್ರಿಸಲು ಜಿಲ್ಲೆಯಾದ್ಯಂತ ಅಗತ್ಯ ಮುಂಜಾಗ್ರತಾ ಕ್ರಮಗಳನ್ನು ಕೈಗೊಳ್ಳಲಾಗಿದೆ. ಜಿಲ್ಲಾ ಆಸ್ಪತ್ರೆಯಲ್ಲಿ ಕಣ್ಣಿನ ಚಿಕಿತ್ಸೆಗೆ ಪ್ರತ್ಯೇಕ ಸಿಬ್ಬಂದಿ ಹಾಗೂ ಕೊಠಡಿ ವ್ಯವಸ್ಥೆ ಮಾಡಲಾಗಿದೆ. ಮಕ್ಕಳು ಶಾಲೆಗೆ ಬರುವಾಗ ಕಣ್ಣು ಕೆಂಪಾಗಿದ್ದರೆ ತಕ್ಷಣ ಚಿಕಿತ್ಸೆ ಪಡೆಯಬೇಕು. ಸಾರ್ವಜನಿಕರು ಆತಂಕ ಪಡುವ ಅಗತ್ಯವಿಲ್ಲ. ಕಣ್ಣಿನ ಸೋಂಕು ಕಂಡುಬಂದಲ್ಲಿ ವೈದ್ಯರ ಸಲಹೆ ಪಡೆಯಬೇಕು ಎಂದು ಜಿಲ್ಲಾ ಆರೋಗ್ಯಾಧಿಕಾರಿ ತಿಳಿಸಿದ್ದಾರೆ.: [136, 234, 240, 318]
- article-headline: ಡಾ. ಸುಧಾಕರ್‌ಗೆ ಶಾಸಕ ಪ್ರದೀಪ್ ಈಶ್ವರ್ ತಿರುಗೇಟು: [38, 706, 348, 728]
- article-body-3: [244, 234, 346, 458]
- felicitation-photo: [358, 720, 556, 832]
- article-body: [358, 838, 456, 998]
- article-text-cont: ತಾಲ್ಲೂಕಿನ ಗ್ರಾಮವೊಂದರ ರಸ್ತೆ ಬದಿಯಲ್ಲಿ ಬೆಸ್ಕಾಂ ಸಿಬ್ಬಂದಿ ವಿದ್ಯುತ್ ಮಾರ್ಗದ ನೆಪದಲ್ಲಿ ಬೆಳೆದು ನಿಂತಿದ್ದ ಮರಗಳನ್ನು ಕಡಿದು ಹಾಕಿದ್ದಾರೆ. ಅರಣ್ಯ ಇಲಾಖೆಯ ಅನುಮತಿ ಪಡೆಯದೆ ಮರಗಳನ್ನು ಕಡಿಯಲಾಗಿದೆ ಎಂದು ಸ್ಥಳೀಯರು ಆರೋಪಿಸಿದ್ದಾರೆ. ಸಹಾಯಕ ಇಂಜಿನಿಯರ್ ನಿರ್ಲಕ್ಷ್ಯದ ವಿರುದ್ಧ ಕ್ರಮ ಕೈಗೊಳ್ಳಬೇಕು ಎಂದು ಪರಿಸರ ಪ್ರೇಮಿಗಳು ಒತ್ತಾಯಿಸಿದ್ದಾರೆ.: [358, 448, 514, 498]
- article-dateline: ಹೊಸಕೋಟೆ :: [38, 640, 69, 647]
- article-body-2: [136, 234, 240, 458]
- newspaper-page: [34, 18, 674, 1010]
- article-body: [240, 514, 346, 694]
- article-text-cont: ತಾಲ್ಲೂಕಿನ ಗ್ರಾಮವೊಂದರ ರಸ್ತೆ ಬದಿಯಲ್ಲಿ ಬೆಸ್ಕಾಂ ಸಿಬ್ಬಂದಿ ವಿದ್ಯುತ್ ಮಾರ್ಗದ ನೆಪದಲ್ಲಿ ಬೆಳೆದು ನಿಂತಿದ್ದ ಮರಗಳನ್ನು ಕಡಿದು ಹಾಕಿದ್ದಾರೆ. ಅರಣ್ಯ ಇಲಾಖೆಯ ಅನುಮತಿ ಪಡೆಯದೆ ಮರಗಳನ್ನು ಕಡಿಯಲಾಗಿದೆ ಎಂದು ಸ್ಥಳೀಯರು ಆರೋಪಿಸಿದ್ದಾರೆ. ಸಹಾಯಕ ಇಂಜಿನಿಯರ್ ನಿರ್ಲಕ್ಷ್ಯದ ವಿರುದ್ಧ ಕ್ರಮ ಕೈಗೊಳ್ಳಬೇಕು ಎಂದು ಪರಿಸರ ಪ್ರೇಮಿಗಳು ಒತ್ತಾಯಿಸಿದ್ದಾರೆ.: [520, 602, 668, 652]
- page-number: Page : 3: [621, 27, 664, 39]
- cut-trees-photo: [520, 414, 668, 564]
- article-text-cont: ನಗರದ ಸಾರ್ವಜನಿಕ ಆಸ್ಪತ್ರೆಯಲ್ಲಿ ವಿಶ್ವ ಹೆಪಟೈಟಿಸ್ ದಿನಾಚರಣೆ ಅಂಗವಾಗಿ ಲಸಿಕೆ ಹಾಕುವ ಕಾರ್ಯಕ್ರಮವನ್ನು ಹಮ್ಮಿಕೊಳ್ಳಲಾಗಿತ್ತು. ಶಾಸಕರು ದೀಪ ಬೆಳಗಿಸುವ ಮೂಲಕ ಕಾರ್ಯಕ್ರಮಕ್ಕೆ ಚಾಲನೆ ನೀಡಿದರು. ಹೆಪಟೈಟಿಸ್ ರೋಗದ ಬಗ್ಗೆ ಜನರಲ್ಲಿ ಜಾಗೃತಿ ಮೂಡಿಸುವುದು ಅಗತ್ಯ ಎಂದು ಅಭಿಪ್ರಾಯಪಟ್ಟರು.: [240, 565, 346, 615]
- article-text-cont: ಚಿಕ್ಕಬಳ್ಳಾಪುರ ಜಿಲ್ಲೆಯ ವೈದ್ಯರು ಮದ್ರಾಸ್ ಐ ರೋಗ ಬಾರದಂತೆ ನಿಯಂತ್ರಿಸಲು ಜಿಲ್ಲೆಯಾದ್ಯಂತ ಅಗತ್ಯ ಮುಂಜಾಗ್ರತಾ ಕ್ರಮಗಳನ್ನು ಕೈಗೊಳ್ಳಲಾಗಿದೆ. ಜಿಲ್ಲಾ ಆಸ್ಪತ್ರೆಯಲ್ಲಿ ಕಣ್ಣಿನ ಚಿಕಿತ್ಸೆಗೆ ಪ್ರತ್ಯೇಕ ಸಿಬ್ಬಂದಿ ಹಾಗೂ ಕೊಠಡಿ ವ್ಯವಸ್ಥೆ ಮಾಡಲಾಗಿದೆ. ಮಕ್ಕಳು ಶಾಲೆಗೆ ಬರುವಾಗ ಕಣ್ಣು ಕೆಂಪಾಗಿದ್ದರೆ ತಕ್ಷಣ ಚಿಕಿತ್ಸೆ ಪಡೆಯಬೇಕು. ಸಾರ್ವಜನಿಕರು ಆತಂಕ ಪಡುವ ಅಗತ್ಯವಿಲ್ಲ. ಕಣ್ಣಿನ ಸೋಂಕು ಕಂಡುಬಂದಲ್ಲಿ ವೈದ್ಯರ ಸಲಹೆ ಪಡೆಯಬೇಕು ಎಂದು ಜಿಲ್ಲಾ ಆರೋಗ್ಯಾಧಿಕಾರಿ ತಿಳಿಸಿದ್ದಾರೆ.: [38, 268, 130, 360]
- article-headline: ವಿದ್ಯೆಯನ್ನು ಕದಿಯಲು ಸಾಧ್ಯವಿಲ್ಲ, ವಿದ್ಯೆ ಕಲಿತವನು ಈ ದೇಶದ ಆಸ್ತಿ: ಶಾಸಕ ಎಸ್.ಎನ್.ನಾರಾಯಣಸ್ವಾಮಿ: [358, 674, 670, 714]
- article-text: ಮಾಜಿ ಸಚಿವ ಡಾ. ಕೆ. ಸುಧಾಕರ್ ಹಾಗೂ ಕಾಂಗ್ರೆಸ್ ಶಾಸಕ ಪ್ರದೀಪ್ ಈಶ್ವರ್ ನಡುವಿನ ವಾಕ್ಸಮರ ಮುಂದುವರೆದಿದೆ. ಸುದ್ದಿಗೋಷ್ಠಿಯಲ್ಲಿ ಮಾತನಾಡಿದ ಶಾಸಕರು ಕ್ಷೇತ್ರದ ಅಭಿವೃದ್ಧಿಗೆ ತಾವು ಬದ್ಧರಾಗಿದ್ದು ಜನರ ಆಶೀರ್ವಾದದಿಂದ ಆಯ್ಕೆಯಾಗಿದ್ದೇನೆ ಎಂದು ಹೇಳಿದರು. ಸುಳ್ಳು ಆರೋಪಗಳಿಗೆ ಉತ್ತರ ನೀಡುವುದಿಲ್ಲ, ಕೆಲಸದ ಮೂಲಕ ಉತ್ತರಿಸುತ್ತೇನೆ ಎಂದರು.: [38, 734, 190, 775]
- article-text: ಚಿಕ್ಕಬಳ್ಳಾಪುರ ಜಿಲ್ಲೆಯ ವೈದ್ಯರು ಮದ್ರಾಸ್ ಐ ರೋಗ ಬಾರದಂತೆ ನಿಯಂತ್ರಿಸಲು ಜಿಲ್ಲೆಯಾದ್ಯಂತ ಅಗತ್ಯ ಮುಂಜಾಗ್ರತಾ ಕ್ರಮಗಳನ್ನು ಕೈಗೊಳ್ಳಲಾಗಿದೆ. ಜಿಲ್ಲಾ ಆಸ್ಪತ್ರೆಯಲ್ಲಿ ಕಣ್ಣಿನ ಚಿಕಿತ್ಸೆಗೆ ಪ್ರತ್ಯೇಕ ಸಿಬ್ಬಂದಿ ಹಾಗೂ ಕೊಠಡಿ ವ್ಯವಸ್ಥೆ ಮಾಡಲಾಗಿದೆ. ಮಕ್ಕಳು ಶಾಲೆಗೆ ಬರುವಾಗ ಕಣ್ಣು ಕೆಂಪಾಗಿದ್ದರೆ ತಕ್ಷಣ ಚಿಕಿತ್ಸೆ ಪಡೆಯಬೇಕು. ಸಾರ್ವಜನಿಕರು ಆತಂಕ ಪಡುವ ಅಗತ್ಯವಿಲ್ಲ. ಕಣ್ಣಿನ ಸೋಂಕು ಕಂಡುಬಂದಲ್ಲಿ ವೈದ್ಯರ ಸಲಹೆ ಪಡೆಯಬೇಕು ಎಂದು ಜಿಲ್ಲಾ ಆರೋಗ್ಯಾಧಿಕಾರಿ ತಿಳಿಸಿದ್ದಾರೆ.: [244, 234, 346, 318]
